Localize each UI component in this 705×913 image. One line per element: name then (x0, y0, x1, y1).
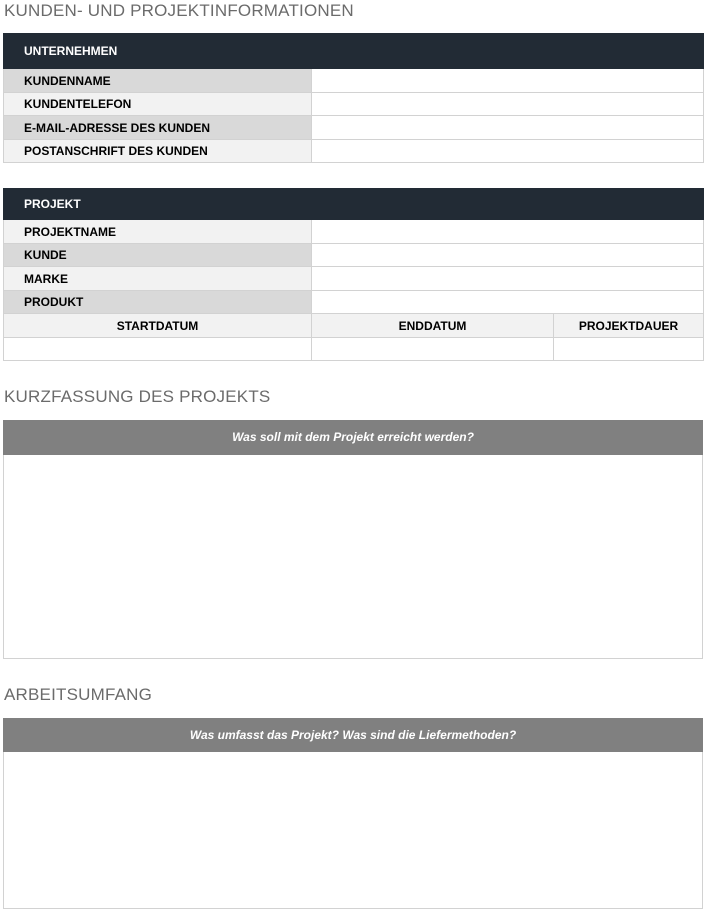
client-name-label: KUNDENNAME (4, 69, 312, 93)
start-date-header: STARTDATUM (4, 314, 312, 338)
client-name-field[interactable] (312, 69, 704, 93)
table-row (4, 220, 704, 244)
end-date-header: ENDDATUM (312, 314, 554, 338)
client-phone-field[interactable] (312, 93, 704, 116)
project-name-label: PROJEKTNAME (4, 220, 312, 244)
table-row (4, 338, 704, 361)
scope-box (3, 718, 703, 909)
project-table (3, 188, 704, 361)
client-address-label: POSTANSCHRIFT DES KUNDEN (4, 140, 312, 163)
project-header: PROJEKT (4, 189, 704, 220)
client-phone-label: KUNDENTELEFON (4, 93, 312, 116)
duration-field[interactable] (554, 338, 704, 361)
project-name-field[interactable] (312, 220, 704, 244)
customer-label: KUNDE (4, 244, 312, 267)
client-email-label: E-MAIL-ADRESSE DES KUNDEN (4, 116, 312, 140)
scope-textarea[interactable] (4, 752, 702, 907)
client-address-field[interactable] (312, 140, 704, 163)
company-table (3, 33, 704, 163)
summary-prompt: Was soll mit dem Projekt erreicht werden? (3, 420, 703, 455)
customer-field[interactable] (312, 244, 704, 267)
table-row (4, 69, 704, 93)
company-header: UNTERNEHMEN (4, 34, 704, 69)
scope-title: ARBEITSUMFANG (4, 685, 153, 704)
table-row (4, 140, 704, 163)
scope-prompt: Was umfasst das Projekt? Was sind die Liefermethoden? (3, 718, 703, 752)
table-row (4, 116, 704, 140)
client-email-field[interactable] (312, 116, 704, 140)
summary-textarea[interactable] (4, 455, 702, 657)
table-row (4, 314, 704, 338)
duration-header: PROJEKTDAUER (554, 314, 704, 338)
start-date-field[interactable] (4, 338, 312, 361)
brand-field[interactable] (312, 267, 704, 291)
brand-label: MARKE (4, 267, 312, 291)
product-field[interactable] (312, 291, 704, 314)
table-row (4, 244, 704, 267)
table-row (4, 267, 704, 291)
summary-title: KURZFASSUNG DES PROJEKTS (4, 387, 271, 406)
table-row (4, 93, 704, 116)
table-row (4, 291, 704, 314)
summary-box (3, 420, 703, 659)
product-label: PRODUKT (4, 291, 312, 314)
main-title: KUNDEN- UND PROJEKTINFORMATIONEN (4, 1, 354, 20)
end-date-field[interactable] (312, 338, 554, 361)
